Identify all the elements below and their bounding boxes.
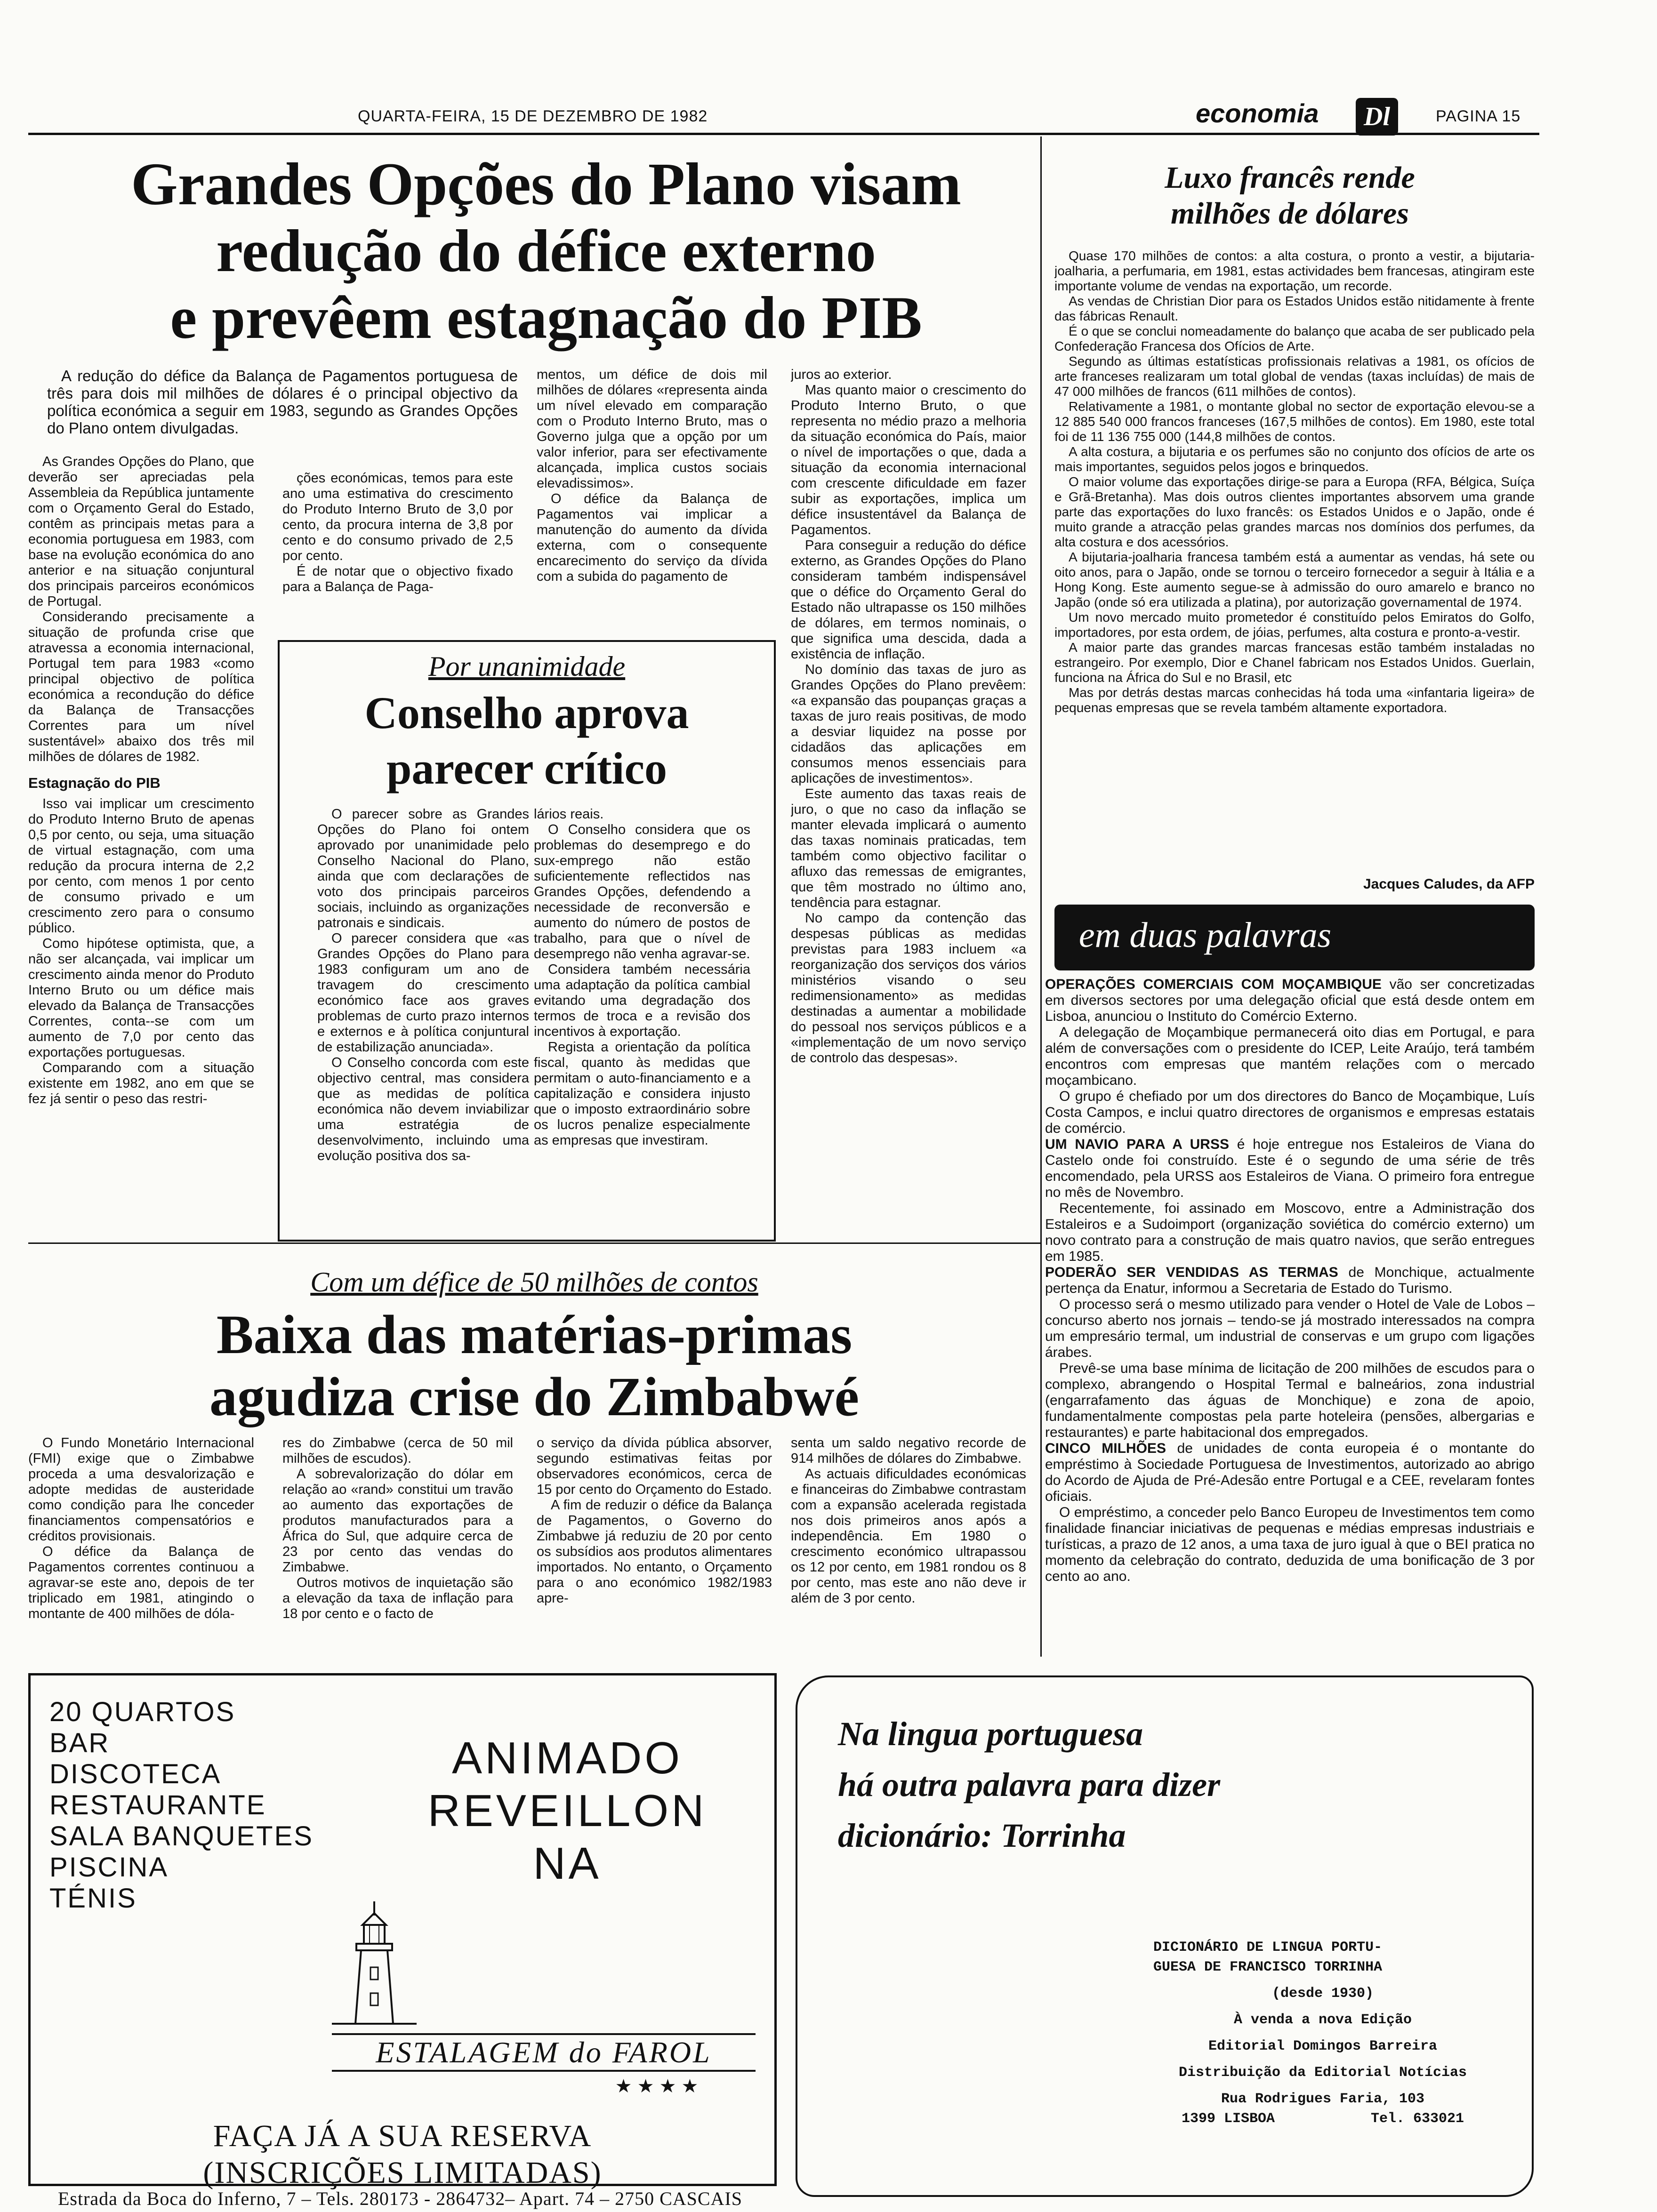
paragraph: mentos, um défice de dois mil milhões de dólares «representa ainda um nível elevado em comparação com o Produto Interno Bruto, mas o Governo julga que a opção por um valor inferior, para ser efectivamente alcançada, implica custos sociais elevadissimos». [537, 367, 767, 491]
column-rule [1040, 136, 1042, 1657]
brief-text: de unidades de conta europeia é o montante do empréstimo à Sociedade Portuguesa de Investimentos, autorizado ao abrigo do Acordo de Ajuda de Pré-Adesão entre Portugal e a CEE, revelaram fontes oficiais. [1045, 1441, 1535, 1504]
ad-address: Estrada da Boca do Inferno, 7 – Tels. 280173 - 2864732– Apart. 74 – 2750 CASCAIS [57, 2188, 743, 2209]
ad-dicionario [796, 1675, 1539, 2212]
ad-line: Rua Rodrigues Faria, 103 [1221, 2091, 1425, 2107]
paragraph: A delegação de Moçambique permanecerá oito dias em Portugal, e para além de conversações com o presidente do ICEP, Leite Araújo, terá também encontros com empresas que mantém relações com o mercado moçambicano. [1045, 1025, 1535, 1088]
paragraph: o serviço da dívida pública absorver, segundo estimativas feitas por observadores económicos, cerca de 15 por cento do Orçamento do Estado. [537, 1435, 772, 1497]
logo-glyph: Dl [1364, 102, 1390, 131]
zimb-headline-line: Baixa das matérias-primas [216, 1304, 853, 1365]
ad-amenity: TÉNIS [49, 1883, 137, 1914]
paragraph: Regista a orientação da política fiscal, quanto às medidas que permitam o auto-financiamento e a capitalização e considera injusto que o imposto extraordinário sobre os lucros penalize especialmente as empresas que investiram. [534, 1040, 750, 1148]
ad-amenity: RESTAURANTE [49, 1790, 266, 1820]
box-headline-line: parecer crítico [386, 743, 668, 793]
paragraph: A bijutaria-joalharia francesa também está a aumentar as vendas, há sete ou oito anos, para o Japão, onde se tornou o terceiro fornecedor a seguir à Itália e a Hong Kong. Este aumento segue-se à admissão do ouro amarelo e branco no Japão (onde só era utilizada a platina), por autorização governamental de 1974. [1054, 550, 1535, 609]
paragraph: A fim de reduzir o défice da Balança de Pagamentos, o Governo do Zimbabwe já reduziu de 20 por cento os subsídios aos produtos alimentares importados. No entanto, o Orçamento para o ano económico 1982/1983 apre- [537, 1498, 772, 1606]
ad-cta-line: (INSCRIÇÕES LIMITADAS) [203, 2156, 602, 2190]
page-number: PAGINA 15 [1436, 107, 1521, 125]
zimb-headline-line: agudiza crise do Zimbabwé [209, 1366, 859, 1427]
brief-item [1045, 977, 1535, 1025]
paragraph: Recentemente, foi assinado em Moscovo, entre a Administração dos Estaleiros e a Sudoimport (organização soviética do comércio externo) um novo contrato para a construção de mais quatro navios, que serão entregues em 1985. [1045, 1201, 1535, 1264]
paragraph: Segundo as últimas estatísticas profissionais relativas a 1981, os ofícios de arte franceses realizaram um total global de vendas (taxas incluídas) de mais de 47 000 milhões de francos (611 milhões de contos). [1054, 354, 1535, 399]
ad-estalagem-name: ESTALAGEM do FAROL [332, 2033, 756, 2072]
ad-dicionario-details [1153, 1934, 1492, 2132]
paragraph: A alta costura, a bijutaria e os perfumes são no conjunto dos ofícios de arte os mais importantes, seguidos pelos jogos e brinquedos. [1054, 444, 1535, 474]
paragraph: ções económicas, temos para este ano uma estimativa do crescimento do Produto Interno Bruto de 3,0 por cento, da procura interna de 3,8 por cento e do consumo privado de 2,5 por cento. [282, 471, 513, 563]
ad-amenities-list [49, 1697, 370, 1914]
paragraph: O Conselho considera que os problemas do desemprego e do sux-emprego não estão suficientemente reflectidos nas Grandes Opções, defendendo a necessidade de reconversão e aumento do número de postos de trabalho, para que o nível de desemprego não venha agravar-se. [534, 822, 750, 962]
ad-script-text [838, 1708, 1403, 1861]
main-col-4 [791, 367, 1026, 1233]
paragraph: As vendas de Christian Dior para os Estados Unidos estão nitidamente à frente das fábricas Renault. [1054, 294, 1535, 323]
ad-line: (desde 1930) [1271, 1986, 1374, 2002]
paragraph: O Conselho concorda com este objectivo central, mas considera que as medidas de política económica não devem inviabilizar uma estratégia de desenvolvimento, incluindo uma evolução positiva dos sa- [317, 1055, 529, 1163]
paragraph: A sobrevalorização do dólar em relação ao «rand» constitui um travão ao aumento das exportações de produtos manufacturados para a África do Sul, que adquire cerca de 23 por cento das vendas do Zimbabwe. [282, 1467, 513, 1575]
ad-script-line: dicionário: Torrinha [838, 1817, 1126, 1854]
paragraph: Este aumento das taxas reais de juro, o que no caso da inflação se manter elevada implicará o aumento das taxas nominais praticadas, tem também como objectivo facilitar o afluxo das remessas de emigrantes, que têm mostrado no último ano, tendência para estagnar. [791, 786, 1026, 910]
paragraph: Considera também necessária uma adaptação da política cambial evitando uma degradação dos termos de troca e a revisão dos incentivos à exportação. [534, 962, 750, 1039]
ad-title-line: REVEILLON [427, 1786, 707, 1836]
subhead: Estagnação do PIB [28, 775, 161, 791]
paragraph: senta um saldo negativo recorde de 914 milhões de dólares do Zimbabwe. [791, 1435, 1026, 1466]
briefs-banner [1054, 905, 1535, 970]
ad-call-to-action [49, 2099, 756, 2191]
paragraph: Como hipótese optimista, que, a não ser alcançada, vai implicar um crescimento ainda menor do Produto Interno Bruto ou um défice mais elevado da Balança de Transacções Correntes, conta--se com um aumento de 7,0 por cento das exportações portuguesas. [28, 936, 254, 1060]
box-kicker: Por unanimidade [428, 651, 626, 682]
paragraph: res do Zimbabwe (cerca de 50 mil milhões de escudos). [282, 1435, 513, 1466]
box-col-2 [534, 807, 750, 1230]
paragraph: Isso vai implicar um crescimento do Produto Interno Bruto de apenas 0,5 por cento, ou seja, uma situação de virtual estagnação, com uma redução da procura interna de 2,2 por cento, com menos 1 por cento de consumo privado e um crescimento zero para o consumo público. [28, 796, 254, 936]
paragraph: Comparando com a situação existente em 1982, ano em que se fez já sentir o peso das restri- [28, 1060, 254, 1106]
brief-lead: PODERÃO SER VENDIDAS AS TERMAS [1045, 1265, 1338, 1280]
paragraph: É de notar que o objectivo fixado para a Balança de Paga- [282, 564, 513, 594]
main-headline-line: e prevêem estagnação do PIB [170, 284, 922, 351]
box-headline [280, 685, 774, 796]
council-box [278, 640, 776, 1242]
paragraph: O maior volume das exportações dirige-se para a Europa (RFA, Bélgica, Suíça e Grã-Bretanha). Mas dois outros clientes importantes absorvem uma grande parte das exportações do luxo francês: os Estados Unidos e o Japão, onde é muito grande a atracção pelas grandes marcas nos domínios dos perfumes, da alta costura e dos acessórios. [1054, 474, 1535, 549]
header-date: QUARTA-FEIRA, 15 DE DEZEMBRO DE 1982 [358, 107, 708, 125]
ad-cta-line: FAÇA JÁ A SUA RESERVA [213, 2119, 592, 2153]
main-col-3 [537, 367, 767, 631]
ad-amenity: DISCOTECA [49, 1759, 222, 1789]
main-headline-line: redução do défice externo [216, 217, 876, 284]
section-rule [28, 1242, 1040, 1244]
brief-text: é hoje entregue nos Estaleiros de Viana do Castelo onde foi construído. Este é o segundo de uma série de três encomendado, pela URSS aos Estaleiros de Viana. O primeiro fora entregue no mês de Novembro. [1045, 1137, 1535, 1200]
ad-title-line: NA [533, 1838, 602, 1889]
main-headline [28, 151, 1064, 351]
ad-title [417, 1732, 718, 1890]
paragraph: Mas quanto maior o crescimento do Produto Interno Bruto, o que representa no médio prazo a melhoria da situação económica do País, maior o nível de importações o que, dada a situação da economia internacional com crescente dificuldade em fazer subir as exportações, implica um défice insustentável da Balança de Pagamentos. [791, 383, 1026, 537]
brief-lead: UM NAVIO PARA A URSS [1045, 1137, 1229, 1152]
ad-stars: ★ ★ ★ ★ [615, 2076, 699, 2097]
luxo-headline-line: Luxo francês rende [1165, 160, 1415, 195]
zimb-headline [28, 1304, 1040, 1428]
paragraph: A maior parte das grandes marcas francesas estão também instaladas no estrangeiro. Por exemplo, Dior e Chanel fabricam nos Estados Unidos. Guerlain, funciona na África do Sul e no Brasil, etc [1054, 640, 1535, 685]
ad-city: 1399 LISBOA [1182, 2111, 1275, 2127]
zimb-col-2 [282, 1435, 513, 1652]
ad-estalagem [28, 1673, 777, 2190]
main-col-2 [282, 471, 513, 631]
ad-line: GUESA DE FRANCISCO TORRINHA [1153, 1959, 1383, 1975]
lighthouse-icon [318, 1897, 431, 2028]
brief-lead: CINCO MILHÕES [1045, 1441, 1166, 1456]
luxo-article [1054, 248, 1535, 865]
paragraph: O grupo é chefiado por um dos directores do Banco de Moçambique, Luís Costa Campos, e inclui quatro directores de organismos e empresas estatais de comércio. [1045, 1089, 1535, 1136]
paragraph: O défice da Balança de Pagamentos vai implicar a manutenção do aumento da dívida externa, com o consequente encarecimento do serviço da dívida com a subida do pagamento de [537, 491, 767, 584]
ad-amenity: SALA BANQUETES [49, 1821, 314, 1851]
zimb-kicker: Com um défice de 50 milhões de contos [310, 1266, 758, 1298]
main-headline-line: Grandes Opções do Plano visam [131, 151, 961, 217]
section-logo-icon [1356, 98, 1398, 136]
zimb-col-4 [791, 1435, 1026, 1652]
paragraph: Para conseguir a redução do défice externo, as Grandes Opções do Plano consideram também indispensável que o défice do Orçamento Geral do Estado não ultrapasse os 150 milhões de dólares, em termos nominais, o que significa uma descida, dada a existência de inflação. [791, 538, 1026, 662]
paragraph: Mas por detrás destas marcas conhecidas há toda uma «infantaria ligeira» de pequenas empresas que se revela também altamente exportadora. [1054, 685, 1535, 715]
header-rule [28, 133, 1539, 135]
box-headline-line: Conselho aprova [364, 688, 689, 738]
ad-amenity: BAR [49, 1728, 110, 1758]
main-col-1 [28, 454, 254, 1226]
paragraph: O processo será o mesmo utilizado para vender o Hotel de Vale de Lobos – concurso aberto nos jornais – tendo-se já mostrado interessados na compra um empresário termal, um industrial de conservas e um grupo com ligações árabes. [1045, 1297, 1535, 1360]
paragraph: lários reais. [534, 807, 604, 822]
paragraph: As Grandes Opções do Plano, que deverão ser apreciadas pela Assembleia da República juntamente com o Orçamento Geral do Estado, contêm as principais metas para a economia portuguesa em 1983, com base na evolução económica do ano anterior e na situação conjuntural dos principais parceiros económicos de Portugal. [28, 454, 254, 609]
ad-line: À venda a nova Edição [1233, 2012, 1412, 2028]
luxo-headline [1045, 160, 1535, 232]
paragraph: Outros motivos de inquietação são a elevação da taxa de inflação para 18 por cento e o facto de [282, 1575, 513, 1621]
brief-lead: OPERAÇÕES COMERCIAIS COM MOÇAMBIQUE [1045, 977, 1382, 992]
ad-line: Distribuição da Editorial Notícias [1178, 2065, 1467, 2081]
zimb-col-1 [28, 1435, 254, 1652]
paragraph: No campo da contenção das despesas públicas as medidas previstas para 1983 incluem «a reorganização dos serviços dos vários ministérios visando o seu redimensionamento» as medidas destinadas a aumentar a mobilidade do pessoal nos serviços públicos e a «implementação de um novo serviço de controlo das despesas». [791, 911, 1026, 1066]
paragraph: Considerando precisamente a situação de profunda crise que atravessa a economia internacional, Portugal tem para 1983 «como principal objectivo de política económica a recondução do défice da Balança de Transacções Correntes para um nível sustentável» abaixo dos três mil milhões de dólares de 1982. [28, 609, 254, 764]
paragraph: As actuais dificuldades económicas e financeiras do Zimbabwe contrastam com a expansão acelerada registada nos dois primeiros anos após a independência. Em 1980 o crescimento económico ultrapassou os 12 por cento, em 1981 rondou os 8 por cento, mas este ano não deve ir além de 3 por cento. [791, 1467, 1026, 1606]
luxo-author: Jacques Caludes, da AFP [1363, 876, 1535, 892]
brief-text: vão ser concretizadas em diversos sectores por uma delegação oficial que está desde ontem em Lisboa, anunciou o Instituto do Comércio Externo. [1045, 977, 1535, 1024]
paragraph: Relativamente a 1981, o montante global no sector de exportação elevou-se a 12 885 540 000 francos franceses (167,5 milhões de contos). Em 1980, este total foi de 11 136 755 000 (144,8 milhões de contos. [1054, 399, 1535, 444]
section-name: economia [1196, 98, 1319, 128]
box-col-1 [317, 807, 529, 1230]
ad-amenity: PISCINA [49, 1852, 169, 1883]
ad-title-line: ANIMADO [451, 1733, 683, 1783]
paragraph: juros ao exterior. [791, 367, 892, 382]
paragraph: O parecer sobre as Grandes Opções do Plano foi ontem aprovado por unanimidade pelo Conselho Nacional do Plano, ainda que com declarações de voto dos principais parceiros sociais, incluindo as organizações patronais e sindicais. [317, 807, 529, 930]
paragraph: Quase 170 milhões de contos: a alta costura, o pronto a vestir, a bijutaria-joalharia, a perfumaria, em 1981, estas actividades bem francesas, atingiram este importante volume de vendas na exportação, um recorde. [1054, 248, 1535, 293]
ad-phone: Tel. 633021 [1370, 2111, 1464, 2127]
paragraph: É o que se conclui nomeadamente do balanço que acaba de ser publicado pela Confederação Francesa dos Ofícios de Arte. [1054, 324, 1535, 353]
main-lead [47, 367, 518, 437]
ad-script-line: Na lingua portuguesa [838, 1715, 1143, 1753]
zimb-col-3 [537, 1435, 772, 1652]
brief-item [1045, 1265, 1535, 1297]
paragraph: Um novo mercado muito prometedor é constituído pelos Emiratos do Golfo, importadores, por esta ordem, de jóias, perfumes, alta costura e pronto-a-vestir. [1054, 610, 1535, 640]
paragraph: No domínio das taxas de juro as Grandes Opções do Plano prevêem: «a expansão das poupanças graças a taxas de juro reais positivas, de modo a desviar liquidez na posse por cidadãos das aplicações em consumos menos essenciais para aplicações de investimentos». [791, 662, 1026, 786]
paragraph: O défice da Balança de Pagamentos correntes continuou a agravar-se este ano, depois de ter triplicado em 1981, atingindo o montante de 400 milhões de dóla- [28, 1544, 254, 1621]
briefs-column [1045, 977, 1535, 1664]
ad-line: Editorial Domingos Barreira [1208, 2038, 1438, 2054]
paragraph: Prevê-se uma base mínima de licitação de 200 milhões de escudos para o complexo, abrangendo o Hospital Termal e balneários, zona industrial (engarrafamento das águas de Monchique) e zona de apoio, fundamentalmente compostas pela parte hoteleira (pensões, albergarias e restaurantes) e parte habitacional dos empregados. [1045, 1361, 1535, 1440]
paragraph: O Fundo Monetário Internacional (FMI) exige que o Zimbabwe proceda a uma desvalorização e adopte medidas de austeridade como condição para lhe conceder financiamentos compensatórios e créditos provisionais. [28, 1435, 254, 1544]
paragraph: O empréstimo, a conceder pelo Banco Europeu de Investimentos tem como finalidade financiar iniciativas de pequenas e médias empresas industriais e turísticas, a prazo de 12 anos, a uma taxa de juro igual à que o BEI pratica no momento da celebração do contrato, deduzida de uma bonificação de 3 por cento ao ano. [1045, 1505, 1535, 1584]
brief-text: de Monchique, actualmente pertença da Enatur, informou a Secretaria de Estado do Turismo. [1045, 1265, 1535, 1296]
lead-text: A redução do défice da Balança de Pagamentos portuguesa de três para dois mil milhões de dólares é o principal objectivo da política económica a seguir em 1983, segundo as Grandes Opções do Plano ontem divulgadas. [47, 367, 518, 437]
paragraph: O parecer considera que «as Grandes Opções do Plano para 1983 configuram um ano de travagem do crescimento económico face aos graves problemas de curto prazo internos e externos e à política conjuntural de estabilização anunciada». [317, 931, 529, 1055]
ad-line: DICIONÁRIO DE LINGUA PORTU- [1153, 1940, 1383, 1956]
brief-item [1045, 1441, 1535, 1505]
ad-script-line: há outra palavra para dizer [838, 1766, 1221, 1803]
briefs-banner-title: em duas palavras [1078, 915, 1332, 955]
brief-item [1045, 1137, 1535, 1201]
ad-amenity: 20 QUARTOS [49, 1697, 236, 1727]
luxo-headline-line: milhões de dólares [1171, 196, 1409, 231]
